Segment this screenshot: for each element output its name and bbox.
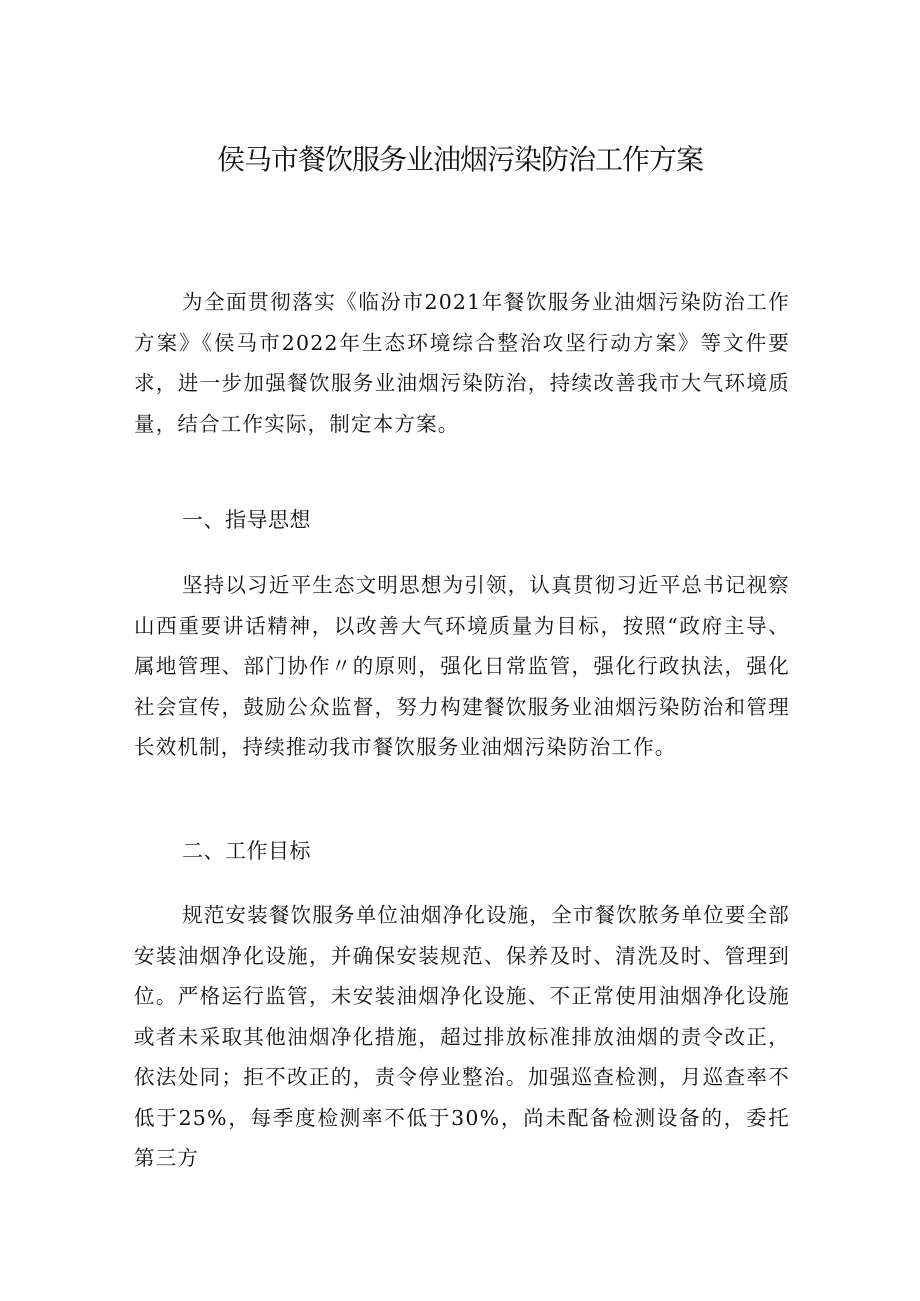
section-heading-guiding-ideology: 一、指导思想 <box>182 508 311 532</box>
section-heading-work-goals: 二、工作目标 <box>182 839 311 863</box>
intro-paragraph: 为全面贯彻落实《临汾市2021年餐饮服务业油烟污染防治工作方案》《侯马市2022年生态环境综合整治攻坚行动方案》等文件要求，进一步加强餐饮服务业油烟污染防治，持续改善我市大气环境质量，结合工作实际，制定本方案。 <box>134 290 790 436</box>
section-body-guiding-ideology: 坚持以习近平生态文明思想为引领，认真贯彻习近平总书记视察山西重要讲话精神，以改善大气环境质量为目标，按照“政府主导、属地管理、部门协作〃的原则，强化日常监管，强化行政执法，强化社会宣传，鼓励公众监督，努力构建餐饮服务业油烟污染防治和管理长效机制，持续推动我市餐饮服务业油烟污染防治工作。 <box>134 573 790 759</box>
section-body-work-goals: 规范安装餐饮服务单位油烟净化设施，全市餐饮脓务单位要全部安装油烟净化设施，并确保安装规范、保养及时、清洗及时、管理到位。严格运行监管，未安装油烟净化设施、不正常使用油烟净化设施或者未采取其他油烟净化措施，超过排放标准排放油烟的责令改正，依法处同；拒不改正的，责令停业整治。加强巡查检测，月巡查率不低于25%，每季度检测率不低于30%，尚未配备检测设备的，委托第三方 <box>134 903 790 1170</box>
document-title: 侯马市餐饮服务业油烟污染防治工作方案 <box>216 143 703 176</box>
